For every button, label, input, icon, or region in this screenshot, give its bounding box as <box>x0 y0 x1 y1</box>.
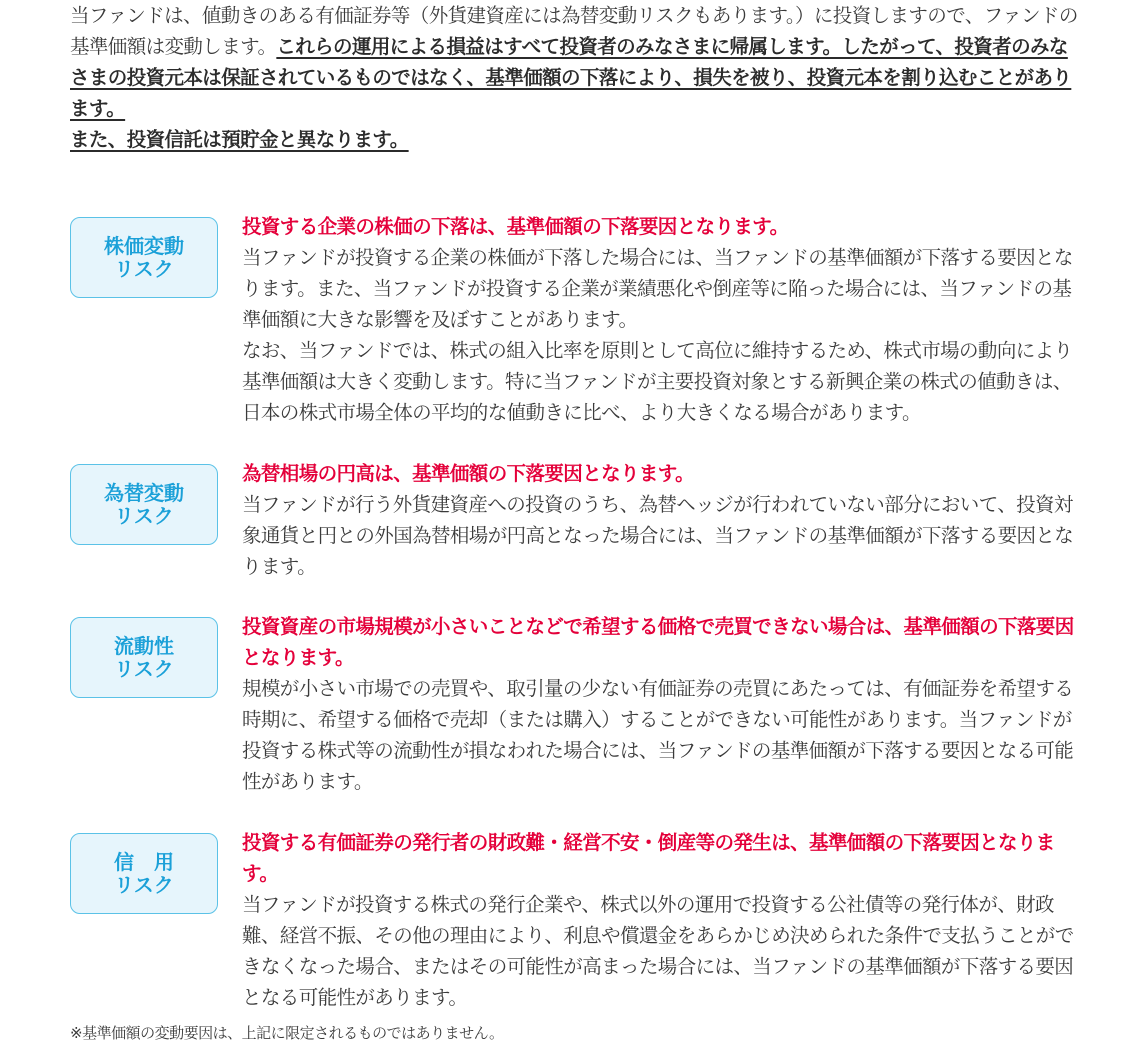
risk-badge <box>70 217 218 298</box>
risk-headline: 投資する企業の株価の下落は、基準価額の下落要因となります。 <box>242 215 789 238</box>
risk-badge <box>70 617 218 698</box>
risk-body-text: 当ファンドが投資する株式の発行企業や、株式以外の運用で投資する公社債等の発行体が、財政難、経営不振、その他の理由により、利息や償還金をあらかじめ決められた条件で支払うことができなくなった場合、またはその可能性が高まった場合には、当ファンドの基準価額が下落する要因となる可能性があります。 <box>242 893 1074 1009</box>
risk-badge-suffix: リスク <box>114 256 174 281</box>
risk-badge-suffix: リスク <box>114 872 174 897</box>
risk-badge-suffix: リスク <box>114 503 174 528</box>
risk-badge-label: 信 用 <box>114 849 174 874</box>
intro-emphasis-text: これらの運用による損益はすべて投資者のみなさまに帰属します。したがって、投資者のみなさまの投資元本は保証されているものではなく、基準価額の下落により、損失を被り、投資元本を割り込むことがあります。 <box>70 35 1072 120</box>
risk-badge-label: 為替変動 <box>104 480 184 505</box>
risk-body-text: 規模が小さい市場での売買や、取引量の少ない有価証券の売買にあたっては、有価証券を希望する時期に、希望する価格で売却（または購入）することができない可能性があります。当ファンドが投資する株式等の流動性が損なわれた場合には、当ファンドの基準価額が下落する要因となる可能性があります。 <box>242 677 1074 793</box>
risk-description <box>242 827 1074 1013</box>
intro-paragraph <box>70 0 1080 155</box>
risk-description <box>242 611 1074 797</box>
risk-body-text-2: なお、当ファンドでは、株式の組入比率を原則として高位に維持するため、株式市場の動向により基準価額は大きく変動します。特に当ファンドが主要投資対象とする新興企業の株式の値動きは、日本の株式市場全体の平均的な値動きに比べ、より大きくなる場合があります。 <box>242 339 1073 424</box>
risk-badge-suffix: リスク <box>114 656 174 681</box>
risk-badge <box>70 464 218 545</box>
intro-plain-text: 当ファンドは、値動きのある有価証券等（外貨建資産には為替変動リスクもあります。）に投資しますので、ファンドの基準価額は変動します。 <box>70 4 1078 58</box>
risk-headline: 為替相場の円高は、基準価額の下落要因となります。 <box>242 462 695 485</box>
intro-emphasis-text-2: また、投資信託は預貯金と異なります。 <box>70 128 409 151</box>
risk-badge-label: 株価変動 <box>104 233 184 258</box>
risk-body-text: 当ファンドが行う外貨建資産への投資のうち、為替ヘッジが行われていない部分において、投資対象通貨と円との外国為替相場が円高となった場合には、当ファンドの基準価額が下落する要因となります。 <box>242 493 1074 578</box>
risk-headline: 投資資産の市場規模が小さいことなどで希望する価格で売買できない場合は、基準価額の下落要因となります。 <box>242 615 1074 669</box>
risk-badge-label: 流動性 <box>114 633 174 658</box>
risk-description <box>242 211 1074 428</box>
risk-body-text: 当ファンドが投資する企業の株価が下落した場合には、当ファンドの基準価額が下落する要因となります。また、当ファンドが投資する企業が業績悪化や倒産等に陥った場合には、当ファンドの基準価額に大きな影響を及ぼすことがあります。 <box>242 246 1073 331</box>
risk-badge <box>70 833 218 914</box>
footnote: ※基準価額の変動要因は、上記に限定されるものではありません。 <box>70 1024 504 1042</box>
risk-headline: 投資する有価証券の発行者の財政難・経営不安・倒産等の発生は、基準価額の下落要因となります。 <box>242 831 1055 885</box>
risk-description <box>242 458 1074 582</box>
